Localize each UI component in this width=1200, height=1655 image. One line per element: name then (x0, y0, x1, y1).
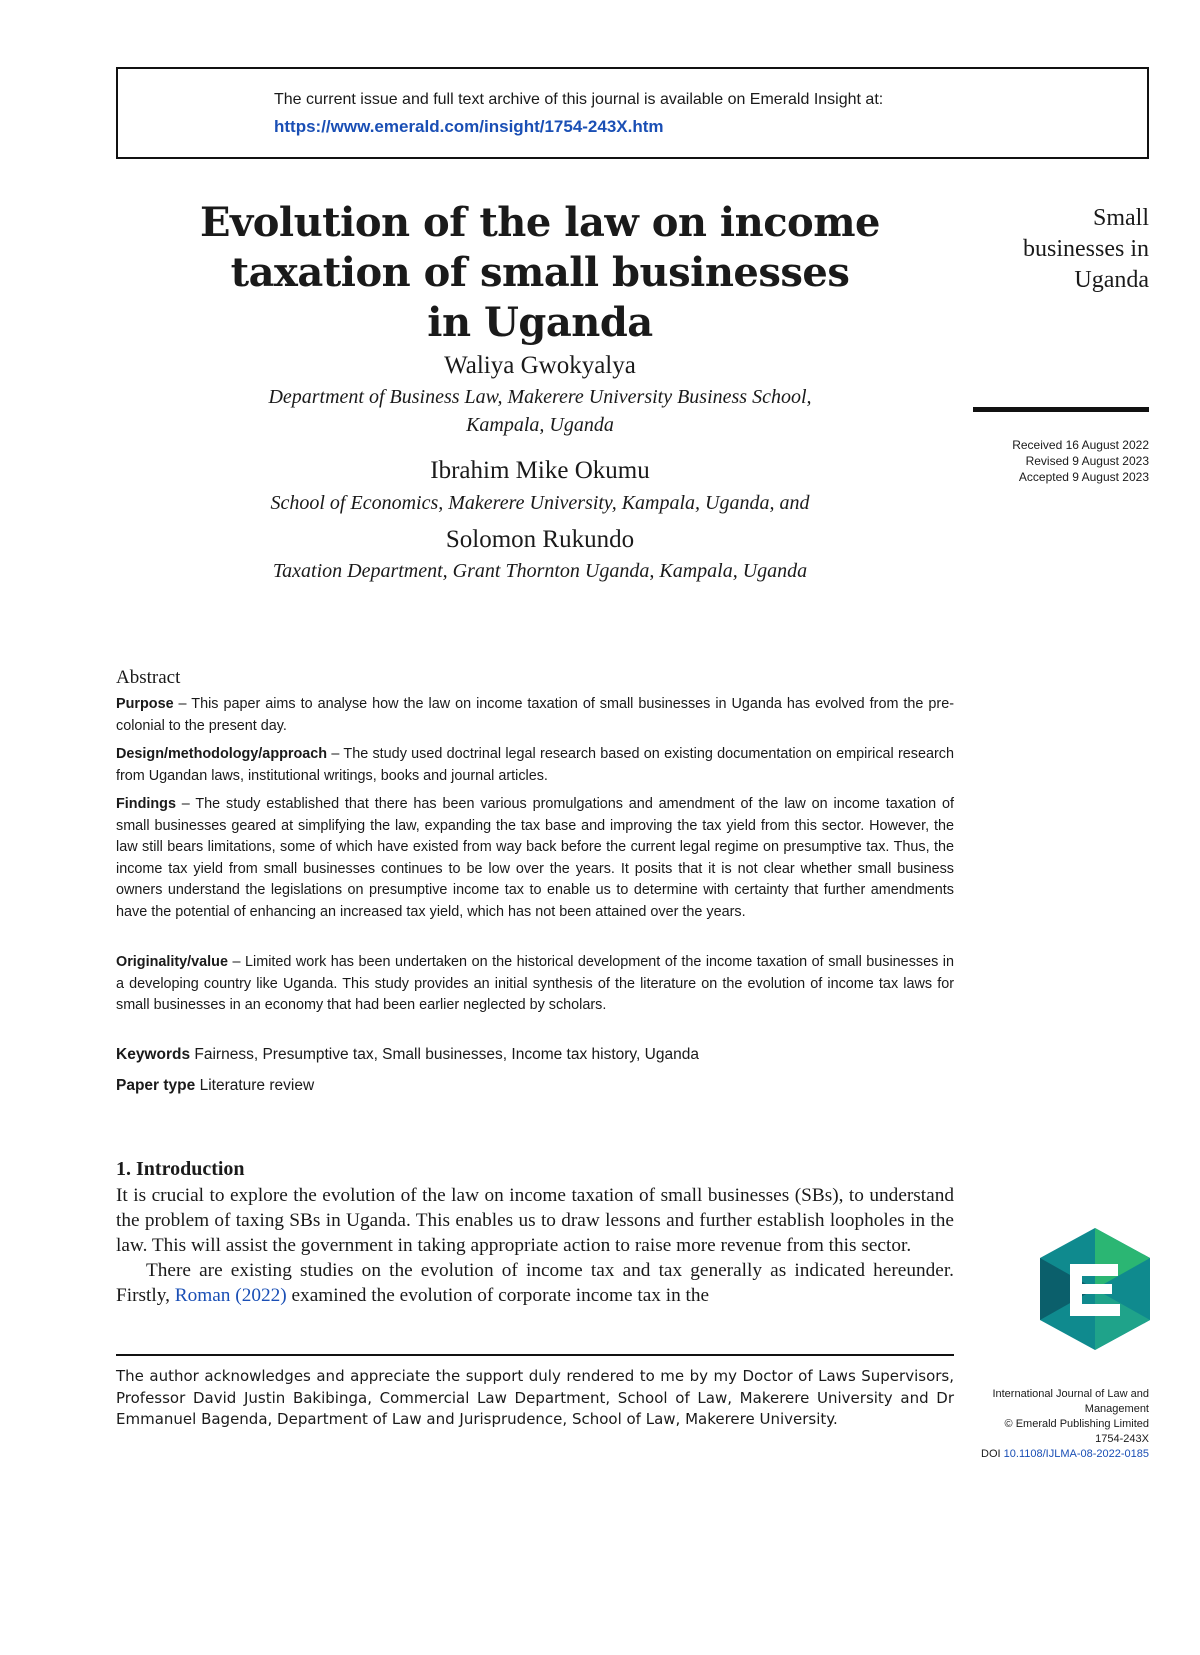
author-affiliation: Department of Business Law, Makerere University Business School, Kampala, Uganda (268, 386, 812, 436)
journal-info: International Journal of Law and Management © Emerald Publishing Limited 1754-243X DOI 10.1108/IJLMA-08-2022-0185 (981, 1388, 1149, 1460)
side-divider (973, 407, 1149, 412)
journal-url-link[interactable]: https://www.emerald.com/insight/1754-243X.htm (274, 117, 664, 136)
section-heading: 1. Introduction (116, 1158, 245, 1180)
author-name: Ibrahim Mike Okumu (430, 457, 650, 484)
acknowledgement: The author acknowledges and appreciate the support duly rendered to me by my Doctor of Laws Supervisors, Professor David Justin Bakibinga, Commercial Law Department, School of Law, Makerere University and Dr Emmanuel Bagenda, Department of Law and Jurisprudence, School of Law, Makerere University. (116, 1367, 954, 1428)
abstract-originality: Originality/value – Limited work has been undertaken on the historical development of the income taxation of small businesses in a developing country like Uganda. This study provides an initial synthesis of the literature on the evolution of income tax laws for small businesses in an economy that had been earlier neglected by scholars. (116, 954, 954, 1013)
author-affiliation: School of Economics, Makerere University, Kampala, Uganda, and (270, 492, 810, 514)
running-title: Small businesses in Uganda (1023, 205, 1149, 293)
header-box (116, 67, 1149, 159)
author-name: Solomon Rukundo (445, 526, 635, 553)
article-dates: Received 16 August 2022 Revised 9 August 2023 Accepted 9 August 2023 (1012, 438, 1149, 484)
author-name: Waliya Gwokyalya (444, 352, 636, 379)
abstract-findings: Findings – The study established that there has been various promulgations and amendment of the law on income taxation of small businesses geared at simplifying the law, expanding the tax base and improving the tax yield from this sector. However, the law still bears limitations, some of which have existed from way back before the current legal regime on presumptive tax. Thus, the income tax yield from small businesses continues to be low over the years. It posits that it is not clear whether small business owners understand the legislations on presumptive income tax to enable us to determine with certainty that further amendments have the potential of enhancing an increased tax yield, which has not been attained over the years. (116, 796, 954, 920)
intro-body (116, 1183, 954, 1308)
author-affiliation: Taxation Department, Grant Thornton Uganda, Kampala, Uganda (272, 560, 808, 582)
abstract-purpose: Purpose – This paper aims to analyse how the law on income taxation of small businesses in Uganda has evolved from the pre-colonial to the present day. (116, 696, 954, 734)
emerald-logo (1040, 1228, 1150, 1350)
intro-paragraph: There are existing studies on the evolution of income tax and tax generally as indicated hereunder. Firstly, Roman (2022) examined the evolution of corporate income tax in the (116, 1260, 954, 1306)
footnote-rule (116, 1354, 954, 1356)
paper-type: Paper type Literature review (116, 1077, 315, 1094)
intro-paragraph: It is crucial to explore the evolution of the law on income taxation of small businesses (SBs), to understand the problem of taxing SBs in Uganda. This enables us to draw lessons and further establish loopholes in the law. This will assist the government in taking appropriate action to raise more revenue from this sector. (116, 1185, 954, 1256)
abstract-design: Design/methodology/approach – The study used doctrinal legal research based on existing documentation on empirical research from Ugandan laws, institutional writings, books and journal articles. (116, 746, 954, 784)
doi-link[interactable]: 10.1108/IJLMA-08-2022-0185 (1003, 1448, 1149, 1460)
archive-note: The current issue and full text archive of this journal is available on Emerald Insight at: (274, 91, 884, 108)
citation-link[interactable]: Roman (2022) (174, 1285, 287, 1306)
paper-title: Evolution of the law on income taxation of small businesses in Uganda (199, 199, 881, 346)
abstract-heading: Abstract (116, 667, 181, 688)
keywords: Keywords Fairness, Presumptive tax, Small businesses, Income tax history, Uganda (116, 1046, 699, 1063)
